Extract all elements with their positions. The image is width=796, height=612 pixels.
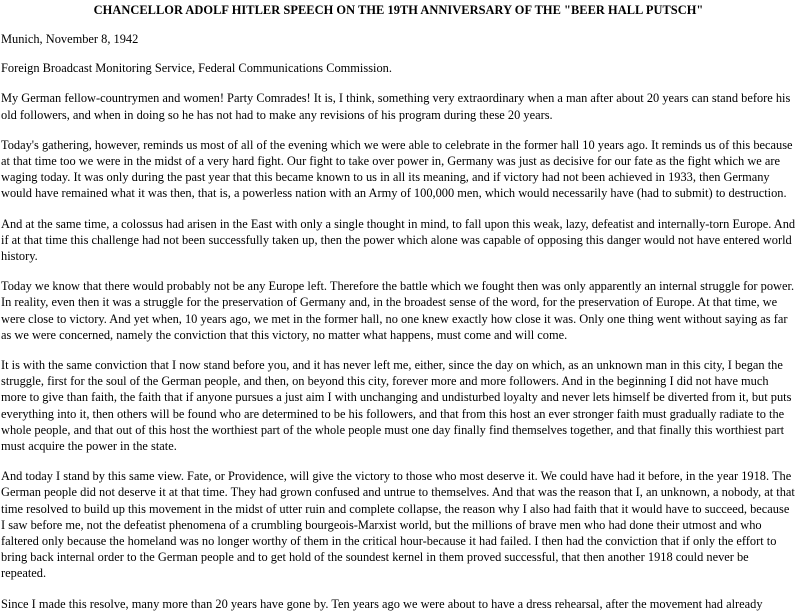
paragraph: Since I made this resolve, many more than 20 years have gone by. Ten years ago we were about to have a dress rehearsal, after the movement had already	[1, 596, 763, 611]
paragraph: Today's gathering, however, reminds us most of all of the evening which we were able to celebrate in the former hall 10 years ago. It reminds us of this because at that time too we were in the midst of a very hard fight. Our fight to take over power in, Germany was just as decisive for our fate as the fight which we are waging today. It was only during the past year that this became known to us in all its meaning, and if victory had not been achieved in 1933, then Germany would have remained what it was then, that is, a powerless nation with an Army of 100,000 men, which would necessarily have (had to submit) to destruction.	[1, 137, 793, 201]
dateline: Munich, November 8, 1942	[1, 32, 139, 46]
paragraph: Today we know that there would probably not be any Europe left. Therefore the battle which we fought then was only apparently an internal struggle for power. In reality, even then it was a struggle for the preservation of Germany and, in the broadest sense of the word, for the preservation of Europe. At that time, we were close to victory. And yet when, 10 years ago, we met in the former hall, no one knew exactly how close it was. Only one thing went without saying as far as we were concerned, namely the conviction that this victory, no matter what happens, must come and will come.	[1, 279, 795, 342]
paragraph: And at the same time, a colossus had arisen in the East with only a single thought in mind, to fall upon this weak, lazy, defeatist and internally-torn Europe. And if at that time this challenge had not been successfully taken up, then the power which alone was capable of opposing this danger would not have entered world history.	[1, 216, 796, 264]
paragraph: My German fellow-countrymen and women! Party Comrades! It is, I think, something very extraordinary when a man after about 20 years can stand before his old followers, and when in doing so he has not had to make any revisions of his program during these 20 years.	[1, 91, 791, 122]
source-attribution: Foreign Broadcast Monitoring Service, Federal Communications Commission.	[1, 61, 392, 76]
paragraph: And today I stand by this same view. Fate, or Providence, will give the victory to those who most deserve it. We could have had it before, in the year 1918. The German people did not deserve it at that time. They had grown confused and untrue to themselves. And that was the reason that I, an unknown, a nobody, at that time resolved to build up this movement in the midst of utter ruin and complete collapse, the reason why I also had faith that it would have to succeed, because I saw before me, not the defeatist phenomena of a crumbling bourgeois-Marxist world, but the millions of brave men who had done their utmost and who faltered only because the homeland was no longer worthy of them in the critical hour-because it had failed. I then had the conviction that if only the effort to bring back internal order to the German people and to get hold of the soundest kernel in them proved successful, that then another 1918 could never be repeated.	[1, 469, 795, 581]
paragraph: It is with the same conviction that I now stand before you, and it has never left me, either, since the day on which, as an unknown man in this city, I began the struggle, first for the soul of the German people, and then, on beyond this city, forever more and more followers. And in the beginning I did not have much more to give than faith, the faith that if anyone pursues a just aim I with unchanging and undisturbed loyalty and never lets himself be diverted from it, but puts everything into it, then others will be found who are determined to be his followers, and that from this host an ever stronger faith must gradually radiate to the whole people, and that out of this host the worthiest part of the whole people must one day finally find themselves together, and that finally this worthiest part must acquire the power in the state.	[1, 358, 792, 454]
document-title: CHANCELLOR ADOLF HITLER SPEECH ON THE 19TH ANNIVERSARY OF THE "BEER HALL PUTSCH"	[93, 3, 704, 17]
